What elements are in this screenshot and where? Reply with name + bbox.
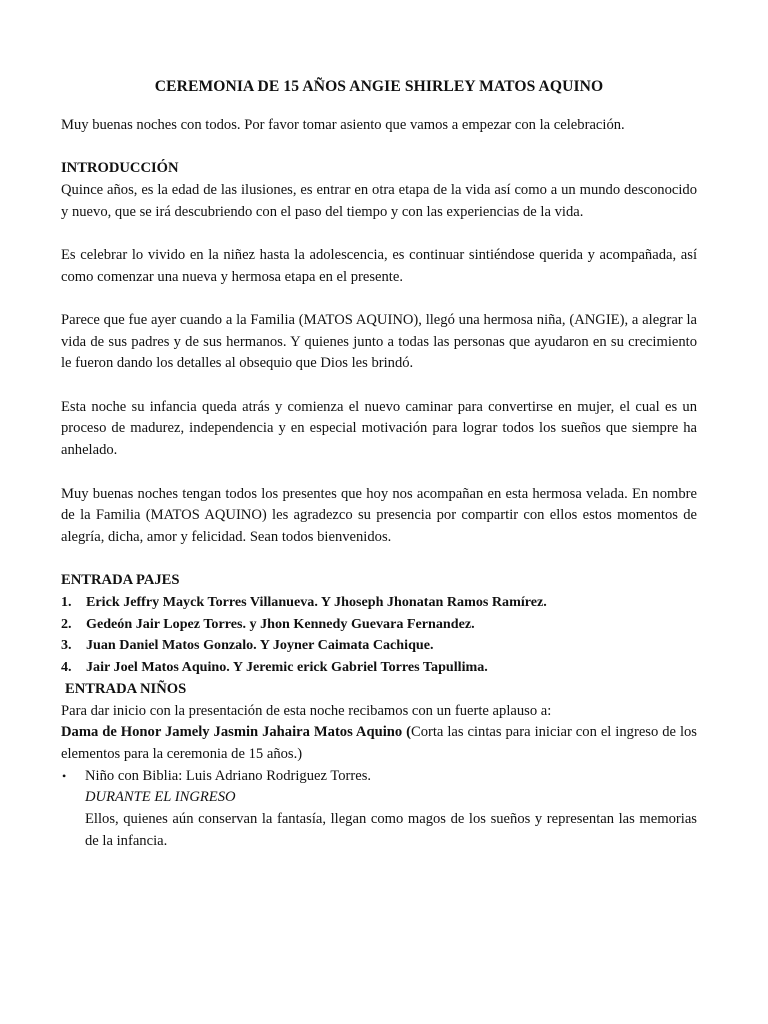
pajes-heading: ENTRADA PAJES	[61, 572, 180, 589]
pajes-list-item	[61, 657, 697, 679]
greeting-paragraph: Muy buenas noches con todos. Por favor tomar asiento que vamos a empezar con la celebración.	[61, 116, 625, 133]
list-item-text: Jair Joel Matos Aquino. Y Jeremic erick Gabriel Torres Tapullima.	[86, 659, 488, 676]
durante-label: DURANTE EL INGRESO	[85, 789, 236, 806]
dama-paragraph	[61, 722, 697, 765]
list-number: 4.	[61, 659, 72, 676]
ninos-list	[61, 766, 697, 853]
intro-paragraph-1: Quince años, es la edad de las ilusiones, es entrar en otra etapa de la vida así como a un mundo desconocido y nuevo, que se irá descubriendo con el paso del tiempo y con las experiencias de la vida.	[61, 181, 697, 220]
dama-label: Dama de Honor Jamely Jasmin Jahaira Matos Aquino (	[61, 724, 411, 741]
bullet-icon: •	[62, 768, 67, 783]
intro-paragraph-5: Muy buenas noches tengan todos los presentes que hoy nos acompañan en esta hermosa velada. En nombre de la Familia (MATOS AQUINO) les agradezco su presencia por compartir con ellos estos momentos de alegría, dicha, amor y felicidad. Sean todos bienvenidos.	[61, 485, 697, 545]
ninos-intro-paragraph: Para dar inicio con la presentación de esta noche recibamos con un fuerte aplauso a:	[61, 702, 552, 719]
document-title: CEREMONIA DE 15 AÑOS ANGIE SHIRLEY MATOS AQUINO	[154, 78, 604, 95]
durante-text: Ellos, quienes aún conservan la fantasía, llegan como magos de los sueños y representan las memorias de la infancia.	[85, 811, 697, 849]
pajes-list-item	[61, 592, 697, 614]
list-item-text: Juan Daniel Matos Gonzalo. Y Joyner Caimata Cachique.	[86, 637, 434, 654]
pajes-list-item	[61, 614, 697, 636]
intro-paragraph-3: Parece que fue ayer cuando a la Familia (MATOS AQUINO), llegó una hermosa niña, (ANGIE), a alegrar la vida de sus padres y de sus hermanos. Y quienes junto a todas las personas que ayudaron en su crecimiento le fueron dando los detalles al obsequio que Dios les brindó.	[61, 311, 697, 372]
list-item-text: Gedeón Jair Lopez Torres. y Jhon Kennedy Guevara Fernandez.	[86, 615, 475, 632]
intro-paragraph-4: Esta noche su infancia queda atrás y comienza el nuevo caminar para convertirse en mujer, el cual es un proceso de madurez, independencia y en especial motivación para lograr todos los sueños que siempre ha anhelado.	[61, 398, 697, 459]
nino-biblia-text: Niño con Biblia: Luis Adriano Rodriguez Torres.	[85, 767, 372, 784]
list-number: 1.	[61, 594, 72, 611]
ninos-list-item	[61, 766, 697, 853]
dama-text: Corta las cintas para iniciar con el ingreso de los elementos para la ceremonia de 15 años.)	[61, 724, 697, 762]
pajes-list	[61, 592, 697, 679]
list-number: 2.	[61, 615, 72, 632]
list-item-text: Erick Jeffry Mayck Torres Villanueva. Y Jhoseph Jhonatan Ramos Ramírez.	[86, 594, 547, 611]
intro-heading: INTRODUCCIÓN	[61, 160, 179, 177]
ninos-heading: ENTRADA NIÑOS	[65, 680, 187, 697]
intro-paragraph-2: Es celebrar lo vivido en la niñez hasta la adolescencia, es continuar sintiéndose querida y acompañada, así como comenzar una nueva y hermosa etapa en el presente.	[61, 246, 697, 285]
document-page	[61, 76, 697, 853]
pajes-list-item	[61, 635, 697, 657]
list-number: 3.	[61, 637, 72, 654]
